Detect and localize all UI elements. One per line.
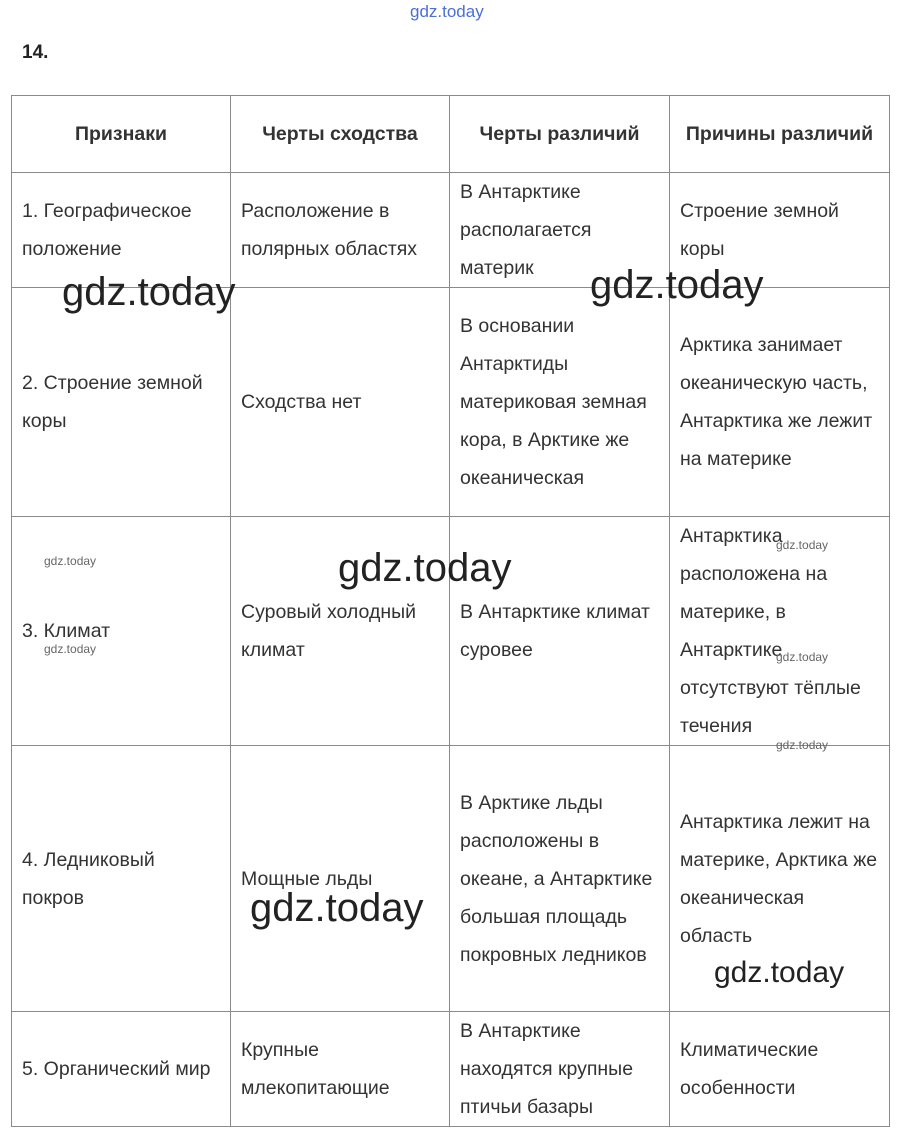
table-cell: Климатические особенности (670, 1012, 890, 1127)
task-number: 14. (22, 42, 49, 63)
table-cell: 4. Ледниковый покров (12, 746, 231, 1012)
watermark-small: gdz.today (44, 642, 97, 656)
table-cell: В Арктике льды расположены в океане, а Антарктике большая площадь покровных ледников (450, 746, 670, 1012)
table-row (12, 1012, 890, 1127)
table-cell: В Антарктике климат суровее (450, 517, 670, 746)
watermark: gdz.today (250, 886, 424, 930)
table-cell: В Антарктике находятся крупные птичьи базары (450, 1012, 670, 1127)
header-cell: Черты различий (450, 96, 670, 173)
table-cell: Антарктика расположена на материке, в Антарктике отсутствуют тёплые течения (670, 517, 890, 746)
comparison-table (11, 95, 890, 1127)
table-header-row (12, 96, 890, 173)
table-cell: Арктика занимает океаническую часть, Антарктика же лежит на материке (670, 288, 890, 517)
table-cell: 2. Строение земной коры (12, 288, 231, 517)
table-cell: Мощные льды (231, 746, 450, 1012)
table-row (12, 173, 890, 288)
watermark-small: gdz.today (776, 738, 829, 752)
table-cell: Антарктика лежит на материке, Арктика же океаническая область (670, 746, 890, 1012)
header-cell: Признаки (12, 96, 231, 173)
table-row (12, 288, 890, 517)
top-watermark: gdz.today (410, 2, 484, 21)
table-cell: Крупные млекопитающие (231, 1012, 450, 1127)
table-cell: Суровый холодный климат (231, 517, 450, 746)
watermark: gdz.today (62, 270, 236, 314)
table-cell: В Антарктике располагается материк (450, 173, 670, 288)
header-cell: Черты сходства (231, 96, 450, 173)
table-cell: 1. Географическое положение (12, 173, 231, 288)
watermark-small: gdz.today (776, 650, 829, 664)
watermark: gdz.today (714, 956, 845, 989)
table-cell: Строение земной коры (670, 173, 890, 288)
table-row (12, 746, 890, 1012)
watermark-small: gdz.today (776, 538, 829, 552)
watermark: gdz.today (338, 546, 512, 590)
table-row (12, 517, 890, 746)
watermark-small: gdz.today (44, 554, 97, 568)
watermark: gdz.today (590, 263, 764, 307)
table-cell: Расположение в полярных областях (231, 173, 450, 288)
table-cell: 5. Органический мир (12, 1012, 231, 1127)
table-cell: 3. Климат (12, 517, 231, 746)
header-cell: Причины различий (670, 96, 890, 173)
table-cell: В основании Антарктиды материковая земная кора, в Арктике же океаническая (450, 288, 670, 517)
table-cell: Сходства нет (231, 288, 450, 517)
